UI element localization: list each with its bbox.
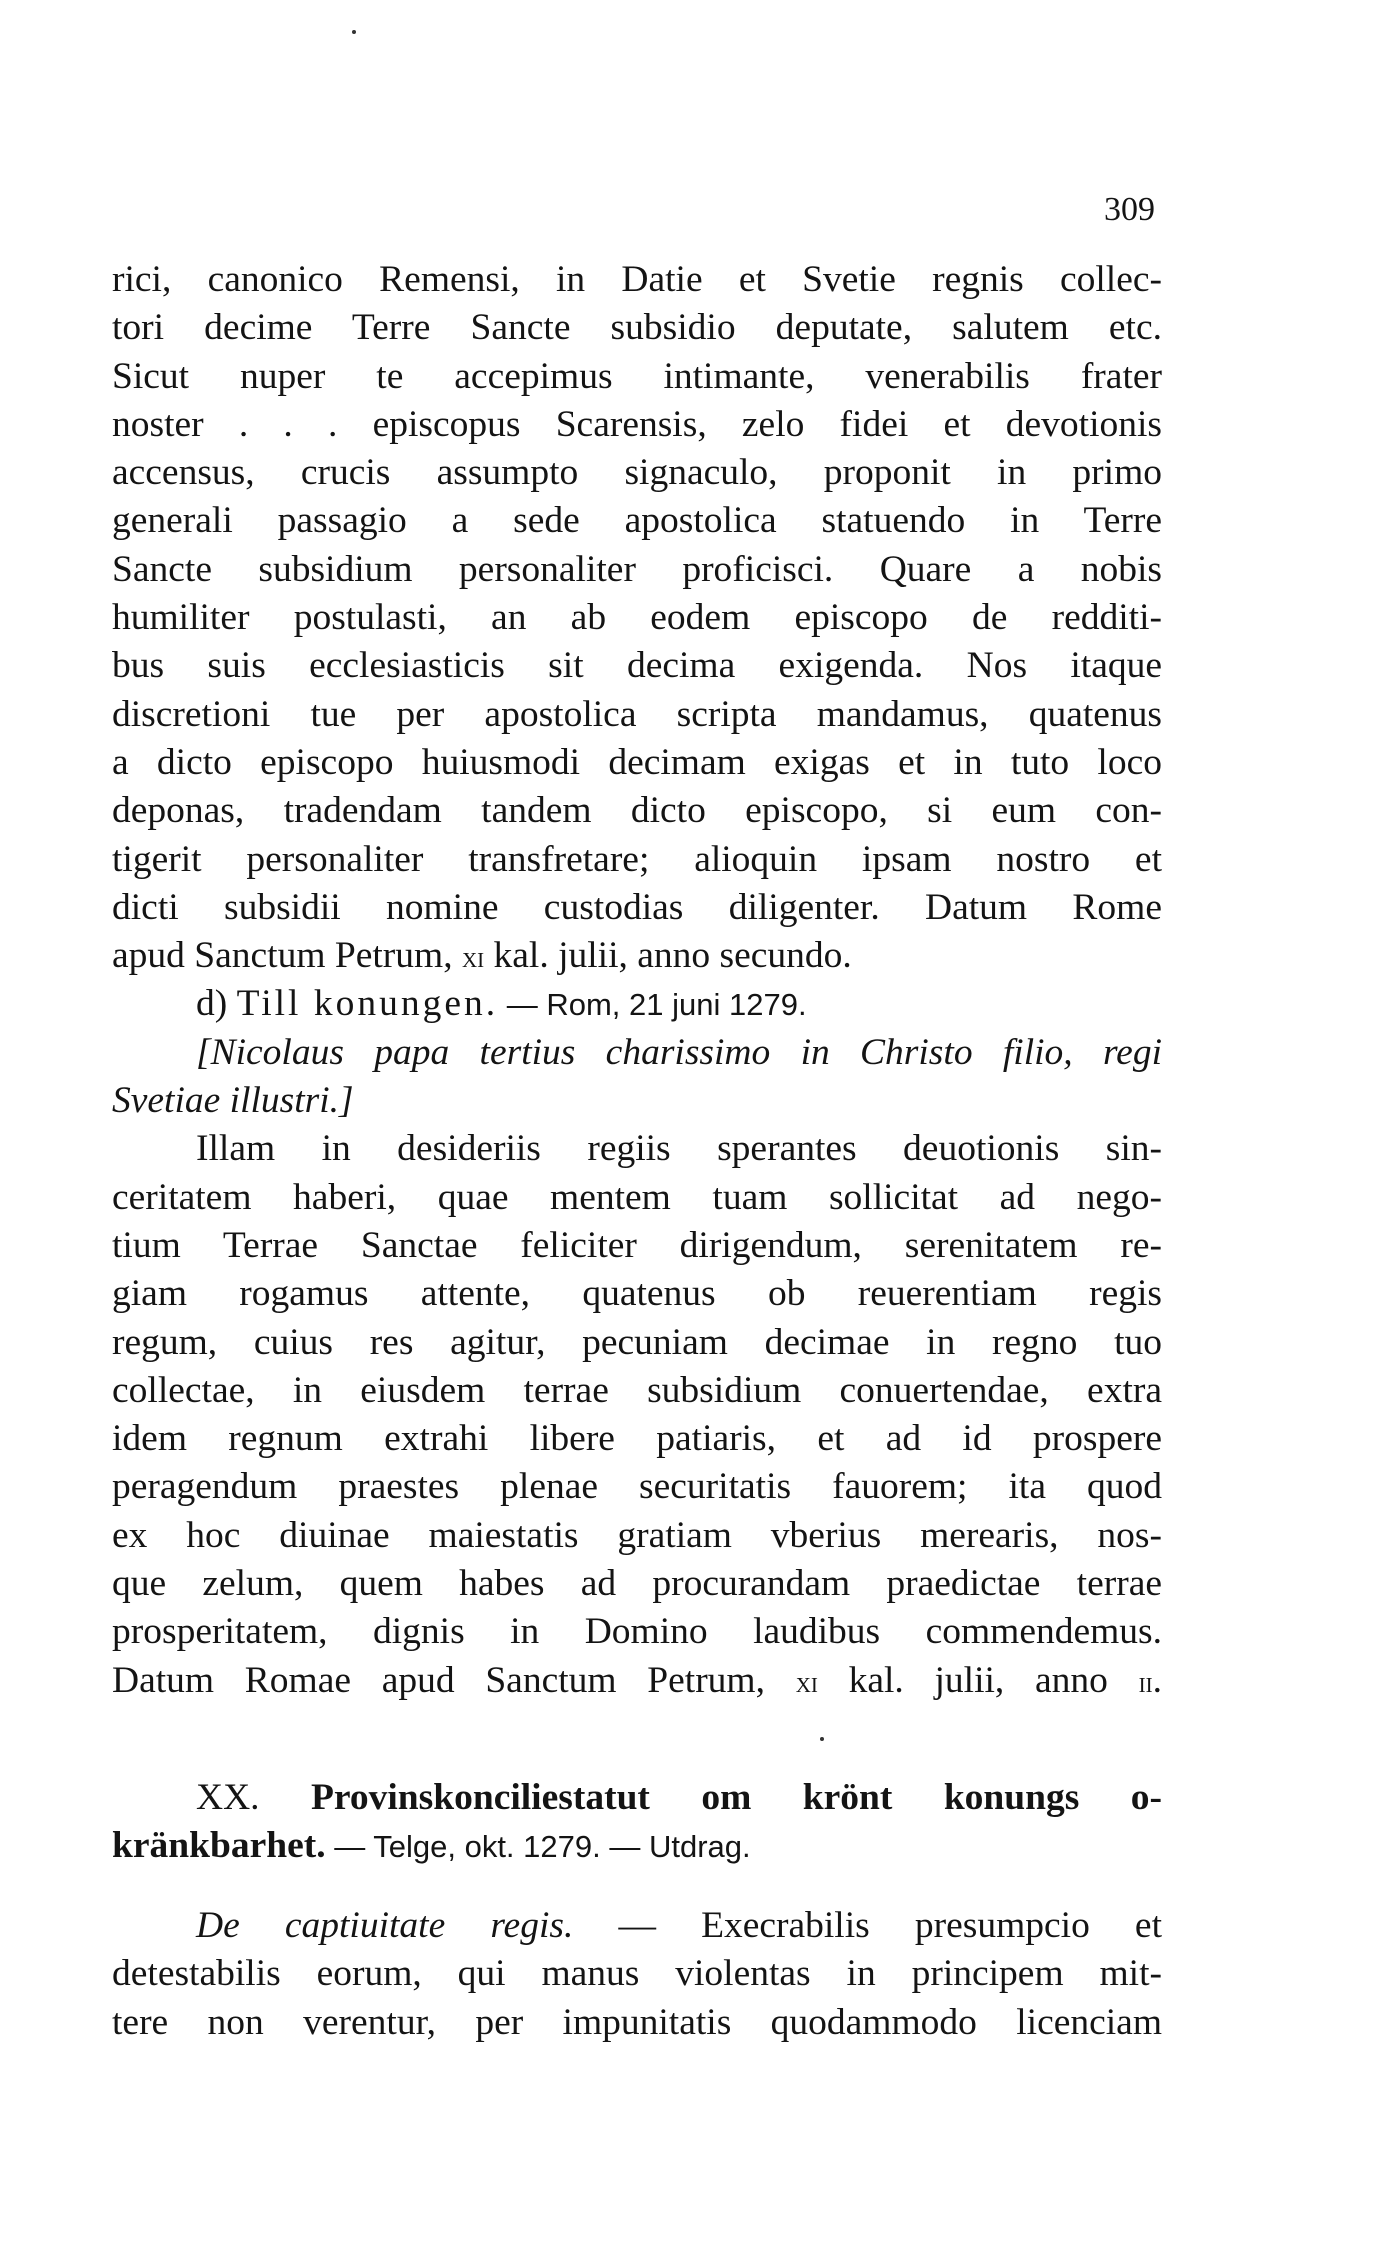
text-line: humiliter postulasti, an ab eodem episcopo de redditi- bbox=[112, 597, 1162, 639]
text-line: noster . . . episcopus Scarensis, zelo fidei et devotionis bbox=[112, 403, 1162, 445]
section-title: Provinskonciliestatut om krönt konungs o- bbox=[311, 1777, 1163, 1818]
text-line: tium Terrae Sanctae feliciter dirigendum, serenitatem re- bbox=[112, 1224, 1162, 1266]
roman-numeral: xi bbox=[461, 941, 485, 975]
scan-speck bbox=[352, 30, 356, 34]
text-fragment: . bbox=[1152, 1659, 1163, 1701]
text-fragment: kal. julii, anno bbox=[817, 1659, 1139, 1701]
address-line: Svetiae illustri.] bbox=[112, 1080, 354, 1122]
page-number: 309 bbox=[1104, 191, 1155, 228]
text-line: dicti subsidii nomine custodias diligenter. Datum Rome bbox=[112, 886, 1162, 928]
section-meta: — Telge, okt. 1279. — Utdrag. bbox=[325, 1829, 751, 1865]
section-meta: — Rom, 21 juni 1279. bbox=[498, 987, 807, 1023]
address-line: [Nicolaus papa tertius charissimo in Christo filio, regi bbox=[196, 1031, 1162, 1073]
text-line: bus suis ecclesiasticis sit decima exigenda. Nos itaque bbox=[112, 645, 1162, 687]
section-heading-d bbox=[112, 980, 1162, 1028]
text-fragment: — Execrabilis presumpcio et bbox=[573, 1905, 1162, 1946]
roman-numeral: xi bbox=[795, 1665, 818, 1699]
text-line: detestabilis eorum, qui manus violentas in principem mit- bbox=[112, 1953, 1162, 1995]
text-line: tori decime Terre Sancte subsidio deputate, salutem etc. bbox=[112, 307, 1162, 349]
text-line: accensus, crucis assumpto signaculo, proponit in primo bbox=[112, 452, 1162, 494]
text-line: a dicto episcopo huiusmodi decimam exigas et in tuto loco bbox=[112, 741, 1162, 783]
text-line: tigerit personaliter transfretare; alioquin ipsam nostro et bbox=[112, 838, 1162, 880]
text-line-last bbox=[112, 932, 1162, 980]
section-title: Till konungen. bbox=[236, 983, 499, 1025]
text-line: tere non verentur, per impunitatis quodammodo licenciam bbox=[112, 2001, 1162, 2043]
rubric: De captiuitate regis. bbox=[196, 1905, 574, 1946]
text-line: que zelum, quem habes ad procurandam praedictae terrae bbox=[112, 1563, 1162, 1605]
section-xx bbox=[112, 1774, 1162, 1871]
section-label: d) bbox=[196, 983, 237, 1025]
section-heading-xx-cont bbox=[112, 1822, 1162, 1870]
text-line: peragendum praestes plenae securitatis fauorem; ita quod bbox=[112, 1466, 1162, 1508]
text-line: giam rogamus attente, quatenus ob reuerentiam regis bbox=[112, 1273, 1162, 1315]
text-line: Sicut nuper te accepimus intimante, venerabilis frater bbox=[112, 355, 1162, 397]
text-line: collectae, in eiusdem terrae subsidium conuertendae, extra bbox=[112, 1369, 1162, 1411]
text-fragment: apud Sanctum Petrum, bbox=[112, 935, 462, 977]
text-line: idem regnum extrahi libere patiaris, et ad id prospere bbox=[112, 1418, 1162, 1460]
text-line: deponas, tradendam tandem dicto episcopo, si eum con- bbox=[112, 790, 1162, 832]
text-fragment: kal. julii, anno secundo. bbox=[484, 935, 852, 977]
text-line: discretioni tue per apostolica scripta mandamus, quatenus bbox=[112, 693, 1162, 735]
section-heading-xx bbox=[112, 1774, 1162, 1822]
section-number: XX. bbox=[196, 1777, 260, 1818]
paragraph-letter-continuation bbox=[112, 256, 1162, 1705]
section-title-cont: kränkbarhet. bbox=[112, 1825, 326, 1867]
text-fragment: Datum Romae apud Sanctum Petrum, bbox=[112, 1659, 796, 1701]
text-line-last bbox=[112, 1657, 1162, 1705]
text-line: ex hoc diuinae maiestatis gratiam vberius merearis, nos- bbox=[112, 1514, 1162, 1556]
text-line: regum, cuius res agitur, pecuniam decimae in regno tuo bbox=[112, 1321, 1162, 1363]
text-line: ceritatem haberi, quae mentem tuam sollicitat ad nego- bbox=[112, 1176, 1162, 1218]
paragraph-statute bbox=[112, 1902, 1162, 2047]
text-line: prosperitatem, dignis in Domino laudibus commendemus. bbox=[112, 1611, 1162, 1653]
text-line: Sancte subsidium personaliter proficisci. Quare a nobis bbox=[112, 548, 1162, 590]
text-line: Illam in desideriis regiis sperantes deuotionis sin- bbox=[196, 1128, 1162, 1170]
roman-numeral: ii bbox=[1138, 1665, 1153, 1699]
text-line: generali passagio a sede apostolica statuendo in Terre bbox=[112, 500, 1162, 542]
text-line bbox=[112, 1902, 1162, 1950]
scan-speck bbox=[820, 1737, 824, 1741]
text-line: rici, canonico Remensi, in Datie et Svetie regnis collec- bbox=[112, 259, 1162, 300]
